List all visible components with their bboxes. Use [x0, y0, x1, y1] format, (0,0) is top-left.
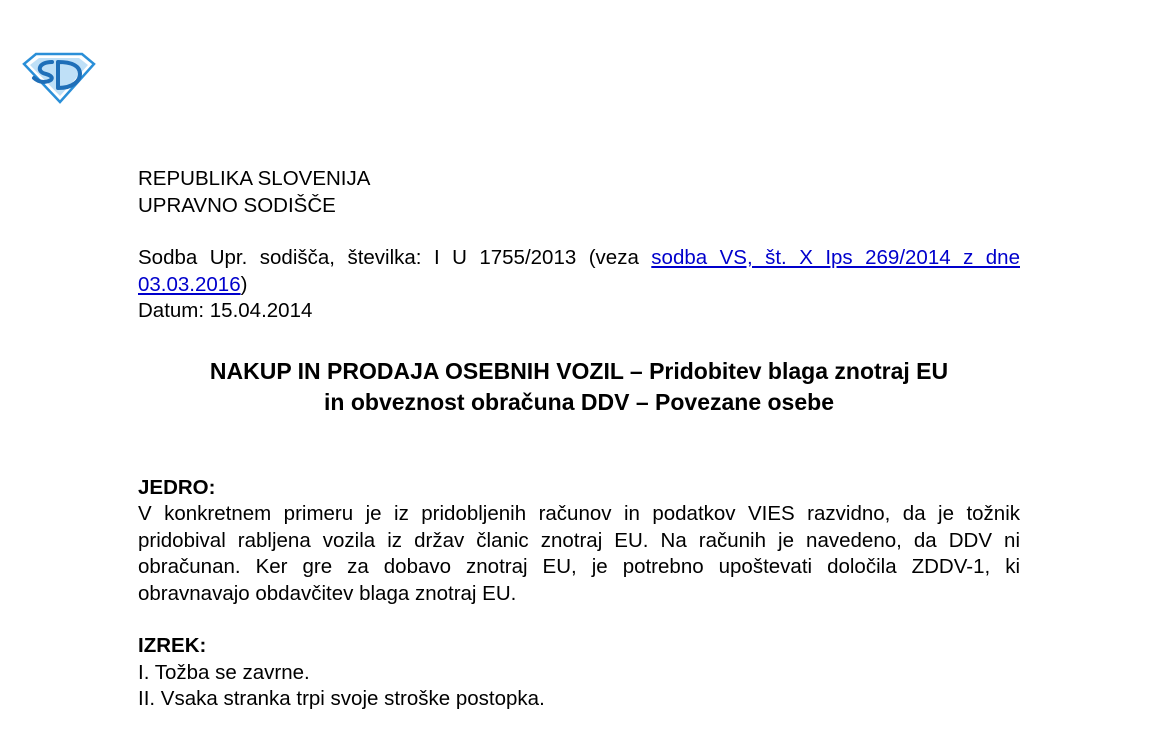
title-line-1: NAKUP IN PRODAJA OSEBNIH VOZIL – Pridobitev blaga znotraj EU [209, 357, 949, 384]
related-judgment-link[interactable]: sodba VS, št. X Ips 269/2014 z dne 03.03.2016 [138, 246, 1020, 296]
case-reference-suffix: ) [240, 272, 248, 296]
jedro-heading: JEDRO: [138, 475, 216, 499]
document-title [138, 356, 1020, 418]
jedro-text: V konkretnem primeru je iz pridobljenih računov in podatkov VIES razvidno, da je tožnik pridobival rabljena vozila iz držav članic znotraj EU. Na računih je navedeno, da DDV ni obračunan. Ker gre za dobavo znotraj EU, je potrebno upoštevati določila ZDDV-1, ki obravnavajo obdavčitev blaga znotraj EU. [138, 502, 1020, 605]
izrek-item-1: I. Tožba se zavrne. [138, 660, 310, 684]
court-name: UPRAVNO SODIŠČE [138, 193, 336, 217]
court-country: REPUBLIKA SLOVENIJA [138, 167, 371, 190]
case-reference-text: Sodba Upr. sodišča, številka: I U 1755/2013 (veza [138, 246, 652, 269]
title-line-2: in obveznost obračuna DDV – Povezane osebe [324, 388, 834, 415]
izrek-heading: IZREK: [138, 634, 207, 657]
court-shield-logo-icon [22, 50, 96, 104]
document-body [138, 166, 1020, 713]
case-reference [138, 245, 1020, 298]
judgment-date: Datum: 15.04.2014 [138, 299, 313, 322]
izrek-item-2: II. Vsaka stranka trpi svoje stroške postopka. [138, 687, 545, 710]
